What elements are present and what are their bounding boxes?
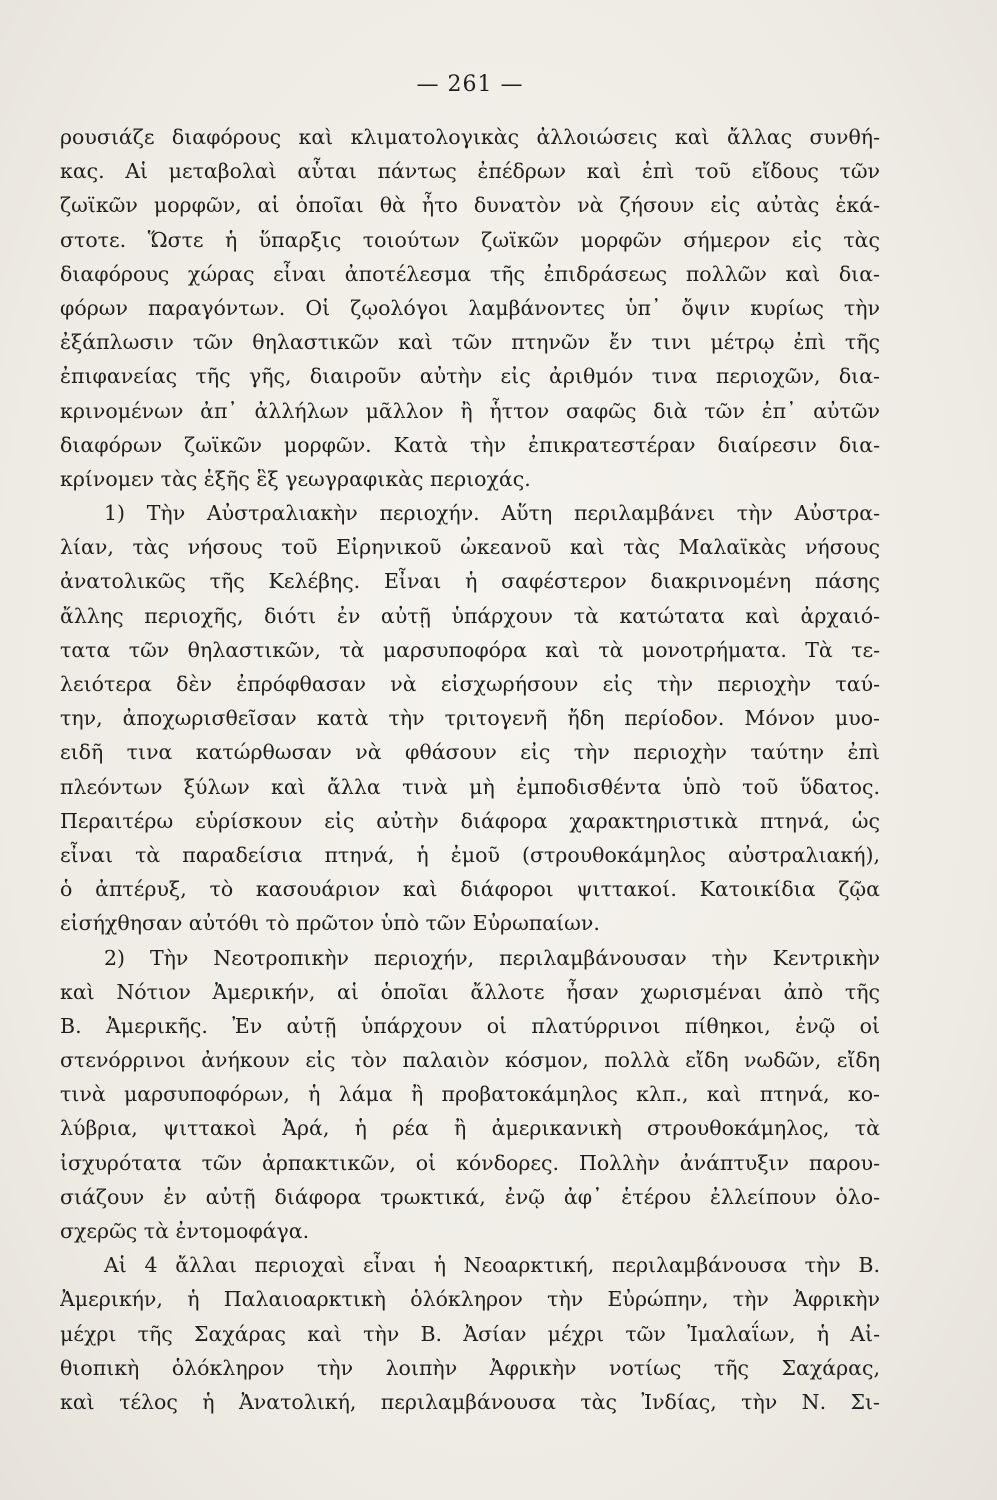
text-line: Περαιτέρω εὑρίσκουν εἰς αὐτὴν διάφορα χαρακτηριστικὰ πτηνά, ὡς bbox=[60, 808, 880, 833]
text-line: εἶναι τὰ παραδείσια πτηνά, ἡ ἐμοῦ (στρουθοκάμηλος αὐστραλιακή), bbox=[60, 842, 880, 867]
body-text bbox=[60, 120, 880, 1419]
text-line: σιάζουν ἐν αὐτῇ διάφορα τρωκτικά, ἐνῷ ἀφ᾽ ἑτέρου ἐλλείπουν ὁλο- bbox=[60, 1184, 880, 1209]
text-line: την, ἀποχωρισθεῖσαν κατὰ τὴν τριτογενῆ ἤδη περίοδον. Μόνον μυο- bbox=[60, 706, 880, 731]
text-line: θιοπικὴ ὁλόκληρον τὴν λοιπὴν Ἀφρικὴν νοτίως τῆς Σαχάρας, bbox=[60, 1355, 880, 1380]
text-line: ἐπιφανείας τῆς γῆς, διαιροῦν αὐτὴν εἰς ἀριθμόν τινα περιοχῶν, δια- bbox=[60, 364, 880, 389]
text-line: τατα τῶν θηλαστικῶν, τὰ μαρσυποφόρα καὶ τὰ μονοτρήματα. Τὰ τε- bbox=[60, 637, 880, 662]
text-line: διαφόρων ζωϊκῶν μορφῶν. Κατὰ τὴν ἐπικρατεστέραν διαίρεσιν δια- bbox=[60, 432, 880, 457]
text-line: Β. Ἀμερικῆς. Ἐν αὐτῇ ὑπάρχουν οἱ πλατύρρινοι πίθηκοι, ἐνῷ οἱ bbox=[60, 1013, 880, 1038]
text-line: λειότερα δὲν ἐπρόφθασαν νὰ εἰσχωρήσουν εἰς τὴν περιοχὴν ταύ- bbox=[60, 672, 880, 696]
text-line: 2) Τὴν Νεοτροπικὴν περιοχήν, περιλαμβάνουσαν τὴν Κεντρικὴν bbox=[104, 945, 880, 970]
text-line: τινὰ μαρσυποφόρων, ἡ λάμα ἢ προβατοκάμηλος κλπ., καὶ πτηνά, κο- bbox=[60, 1082, 880, 1107]
text-line: ὁ ἀπτέρυξ, τὸ κασουάριον καὶ διάφοροι ψιττακοί. Κατοικίδια ζῷα bbox=[60, 877, 880, 902]
text-line: καὶ τέλος ἡ Ἀνατολική, περιλαμβάνουσα τὰς Ἰνδίας, τὴν Ν. Σι- bbox=[60, 1389, 880, 1414]
text-line: κρινομένων ἀπ᾽ ἀλλήλων μᾶλλον ἢ ἧττον σαφῶς διὰ τῶν ἐπ᾽ αὐτῶν bbox=[60, 398, 880, 423]
text-line: καὶ Νότιον Ἀμερικήν, αἱ ὁποῖαι ἄλλοτε ἦσαν χωρισμέναι ἀπὸ τῆς bbox=[60, 979, 880, 1004]
text-line: ἀνατολικῶς τῆς Κελέβης. Εἶναι ἡ σαφέστερον διακρινομένη πάσης bbox=[60, 569, 880, 594]
text-line: ἰσχυρότατα τῶν ἁρπακτικῶν, οἱ κόνδορες. Πολλὴν ἀνάπτυξιν παρου- bbox=[60, 1150, 880, 1175]
text-line: μέχρι τῆς Σαχάρας καὶ τὴν Β. Ἀσίαν μέχρι τῶν Ἰμαλαΐων, ἡ Αἰ- bbox=[60, 1321, 880, 1346]
text-line: διαφόρους χώρας εἶναι ἀποτέλεσμα τῆς ἐπιδράσεως πολλῶν καὶ δια- bbox=[60, 261, 880, 286]
text-line: λίαν, τὰς νήσους τοῦ Εἰρηνικοῦ ὠκεανοῦ καὶ τὰς Μαλαϊκὰς νήσους bbox=[60, 535, 880, 560]
text-line: σχερῶς τὰ ἐντομοφάγα. bbox=[60, 1219, 310, 1243]
text-line: κρίνομεν τὰς ἑξῆς ἓξ γεωγραφικὰς περιοχάς. bbox=[60, 466, 531, 491]
text-line: ρουσιάζε διαφόρους καὶ κλιματολογικὰς ἀλλοιώσεις καὶ ἄλλας συνθή- bbox=[60, 125, 880, 149]
text-line: ειδῆ τινα κατώρθωσαν νὰ φθάσουν εἰς τὴν περιοχὴν ταύτην ἐπὶ bbox=[60, 740, 880, 765]
text-line: 1) Τὴν Αὐστραλιακὴν περιοχήν. Αὕτη περιλαμβάνει τὴν Αὐστρα- bbox=[104, 501, 880, 526]
text-line: ἄλλης περιοχῆς, διότι ἐν αὐτῇ ὑπάρχουν τὰ κατώτατα καὶ ἀρχαιό- bbox=[60, 603, 880, 628]
text-line: λύβρια, ψιττακοὶ Ἀρά, ἡ ρέα ἢ ἀμερικανικὴ στρουθοκάμηλος, τὰ bbox=[60, 1116, 880, 1141]
text-line: Ἀμερικήν, ἡ Παλαιοαρκτικὴ ὁλόκληρον τὴν Εὐρώπην, τὴν Ἀφρικὴν bbox=[60, 1287, 880, 1312]
text-line: κας. Αἱ μεταβολαὶ αὗται πάντως ἐπέδρων καὶ ἐπὶ τοῦ εἴδους τῶν bbox=[60, 159, 880, 184]
text-line: φόρων παραγόντων. Οἱ ζῳολόγοι λαμβάνοντες ὑπ᾽ ὄψιν κυρίως τὴν bbox=[60, 295, 880, 320]
page-number: — 261 — bbox=[416, 72, 524, 97]
text-line: στενόρρινοι ἀνήκουν εἰς τὸν παλαιὸν κόσμον, πολλὰ εἴδη νωδῶν, εἴδη bbox=[60, 1048, 880, 1073]
text-line: ζωϊκῶν μορφῶν, αἱ ὁποῖαι θὰ ἦτο δυνατὸν νὰ ζήσουν εἰς αὐτὰς ἑκά- bbox=[60, 193, 880, 218]
text-line: πλεόντων ξύλων καὶ ἄλλα τινὰ μὴ ἐμποδισθέντα ὑπὸ τοῦ ὕδατος. bbox=[60, 774, 880, 799]
text-line: ἐξάπλωσιν τῶν θηλαστικῶν καὶ τῶν πτηνῶν ἔν τινι μέτρῳ ἐπὶ τῆς bbox=[60, 330, 880, 355]
text-line: στοτε. Ὥστε ἡ ὕπαρξις τοιούτων ζωϊκῶν μορφῶν σήμερον εἰς τὰς bbox=[60, 227, 880, 252]
text-line: εἰσήχθησαν αὐτόθι τὸ πρῶτον ὑπὸ τῶν Εὐρωπαίων. bbox=[60, 911, 600, 936]
text-line: Αἱ 4 ἄλλαι περιοχαὶ εἶναι ἡ Νεοαρκτική, περιλαμβάνουσα τὴν Β. bbox=[104, 1253, 880, 1278]
